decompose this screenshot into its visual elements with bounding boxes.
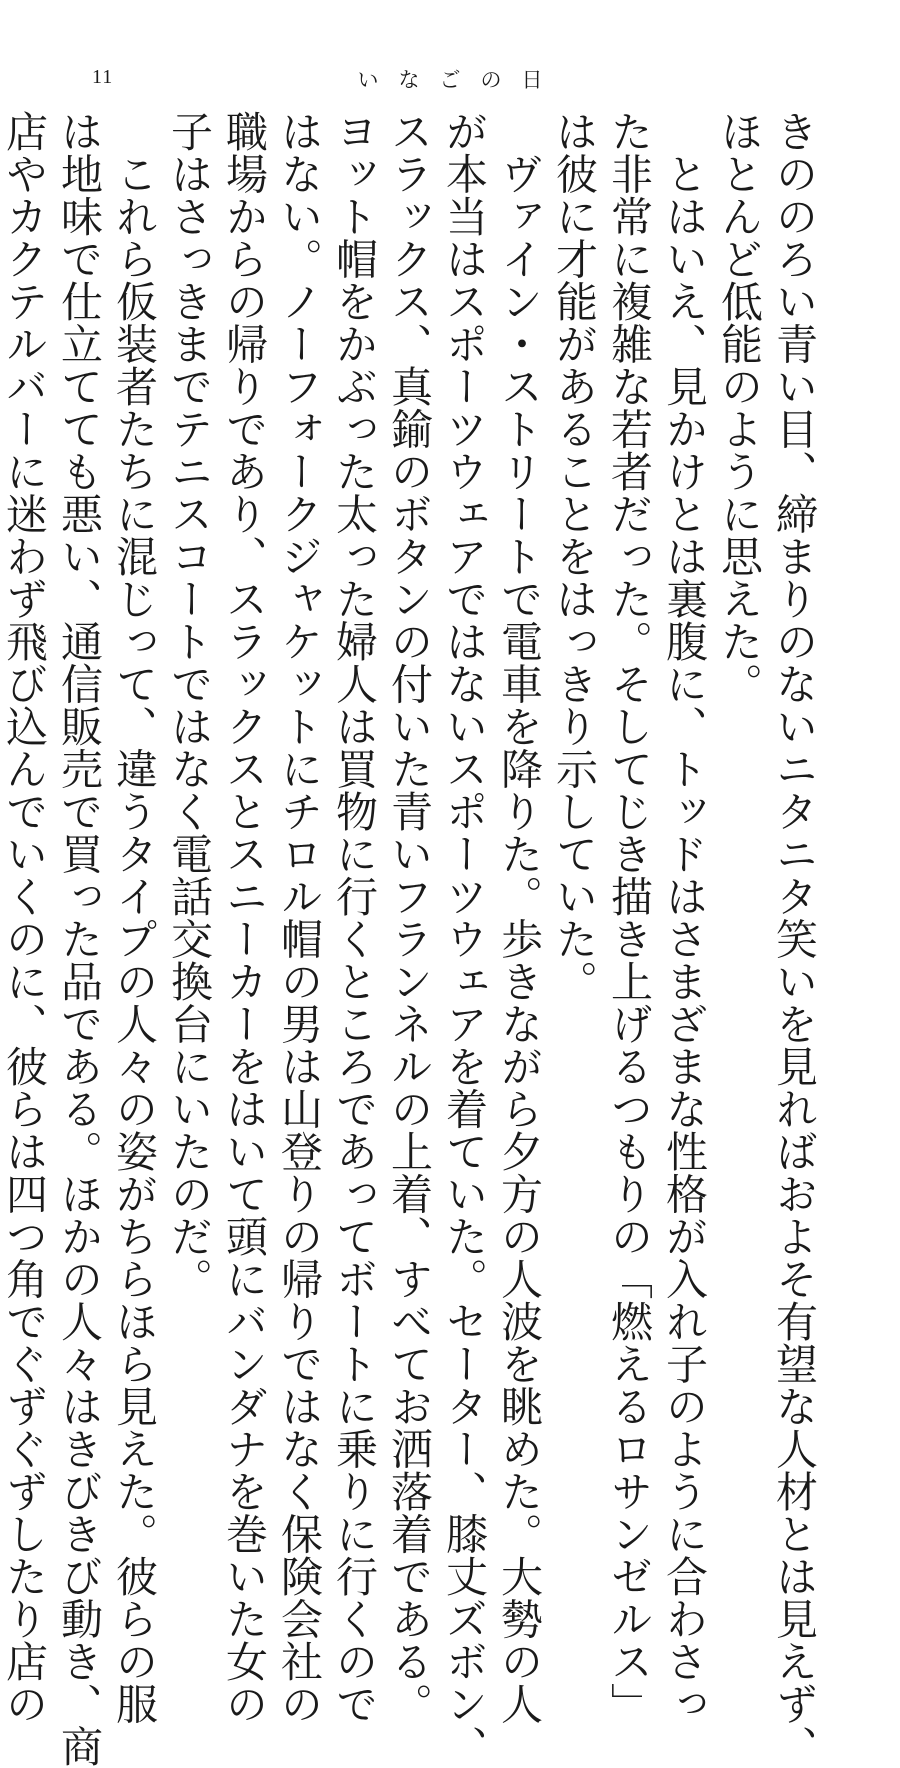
text-line: ほとんど低能のように思えた。 — [715, 110, 764, 705]
text-line: ヨット帽をかぶった太った婦人は買物に行くところであってボートに乗りに行くので — [330, 110, 379, 1725]
page-number: 11 — [92, 66, 114, 88]
text-line: た非常に複雑な若者だった。そしてじき描き上げるつもりの「燃えるロサンゼルス」 — [605, 110, 654, 1725]
text-line: スラックス、真鍮のボタンの付いた青いフランネルの上着、すべてお洒落着である。 — [385, 110, 434, 1725]
text-line: きののろい青い目、締まりのないニタニタ笑いを見ればおよそ有望な人材とは見えず、 — [770, 110, 819, 1768]
text-line: が本当はスポーツウェアではないスポーツウェアを着ていた。セーター、膝丈ズボン、 — [440, 110, 489, 1768]
running-title: いなごの日 — [357, 68, 563, 92]
text-line: 店やカクテルバーに迷わず飛び込んでいくのに、彼らは四つ角でぐずぐずしたり店の — [0, 110, 49, 1725]
text-line: は彼に才能があることをはっきり示していた。 — [550, 110, 599, 1003]
text-line: これら仮装者たちに混じって、違うタイプの人々の姿がちらほら見えた。彼らの服 — [110, 110, 159, 1725]
text-line: 職場からの帰りであり、スラックスとスニーカーをはいて頭にバンダナを巻いた女の — [220, 110, 269, 1725]
text-line: ヴァイン・ストリートで電車を降りた。歩きながら夕方の人波を眺めた。大勢の人 — [495, 110, 544, 1725]
text-line: はない。ノーフォークジャケットにチロル帽の男は山登りの帰りではなく保険会社の — [275, 110, 324, 1725]
text-line: とはいえ、見かけとは裏腹に、トッドはさまざまな性格が入れ子のように合わさっ — [660, 110, 709, 1725]
text-line: 子はさっきまでテニスコートではなく電話交換台にいたのだ。 — [165, 110, 214, 1300]
body-text — [0, 110, 822, 1768]
text-line: は地味で仕立てても悪い、通信販売で買った品である。ほかの人々はきびきび動き、商 — [55, 110, 104, 1768]
